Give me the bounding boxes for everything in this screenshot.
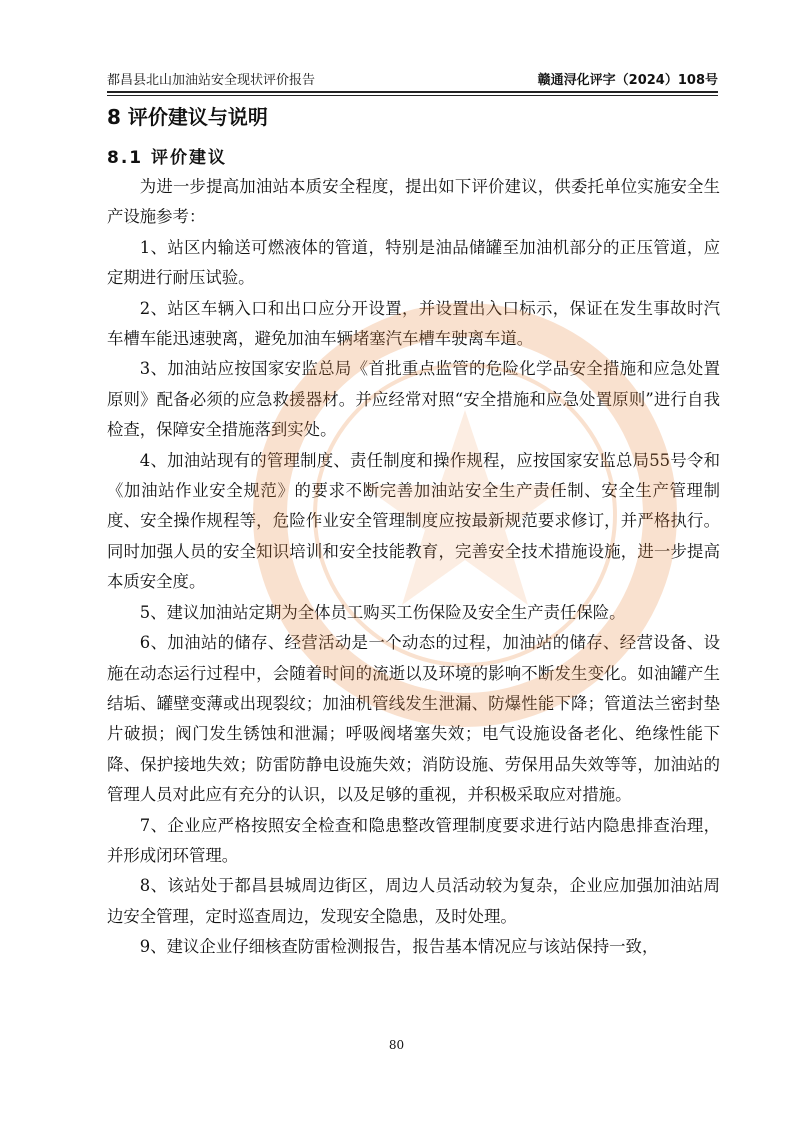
paragraph-item-8: 8、该站处于都昌县城周边街区，周边人员活动较为复杂，企业应加强加油站周边安全管理，定时巡查周边，发现安全隐患，及时处理。	[107, 876, 720, 926]
paragraph-item-9: 9、建议企业仔细核查防雷检测报告，报告基本情况应与该站保持一致，	[139, 937, 659, 957]
page-number: 80	[388, 1038, 405, 1052]
header-report-number: 赣通浔化评字（2024）108号	[537, 73, 718, 88]
header-report-title: 都昌县北山加油站安全现状评价报告	[107, 73, 316, 88]
subsection-title: 8.1 评价建议	[107, 148, 228, 168]
paragraph-item-5: 5、建议加油站定期为全体员工购买工伤保险及安全生产责任保险。	[139, 602, 626, 622]
paragraph-item-4: 4、加油站现有的管理制度、责任制度和操作规程，应按国家安监总局55号令和《加油站作业安全规范》的要求不断完善加油站安全生产责任制、安全生产管理制度、安全操作规程等，危险作业安全管理制度应按最新规范要求修订，并严格执行。同时加强人员的安全知识培训和安全技能教育，完善安全技术措施设施，进一步提高本质安全度。	[107, 450, 720, 592]
paragraph-item-1: 1、站区内输送可燃液体的管道，特别是油品储罐至加油机部分的正压管道，应定期进行耐压试验。	[107, 237, 720, 288]
paragraph-item-7: 7、企业应严格按照安全检查和隐患整改管理制度要求进行站内隐患排查治理，并形成闭环管理。	[107, 815, 720, 865]
paragraph-item-2: 2、站区车辆入口和出口应分开设置，并设置出入口标示，保证在发生事故时汽车槽车能迅速驶离，避免加油车辆堵塞汽车槽车驶离车道。	[107, 298, 720, 349]
paragraph-item-3: 3、加油站应按国家安监总局《首批重点监管的危险化学品安全措施和应急处置原则》配备必须的应急救援器材。并应经常对照“安全措施和应急处置原则”进行自我检查，保障安全措施落到实处。	[107, 359, 720, 440]
paragraph-intro: 为进一步提高加油站本质安全程度，提出如下评价建议，供委托单位实施安全生产设施参考：	[107, 177, 720, 227]
header-divider	[107, 95, 718, 96]
section-title: 8 评价建议与说明	[107, 105, 268, 129]
page-header	[107, 62, 718, 93]
paragraph-item-6: 6、加油站的储存、经营活动是一个动态的过程，加油站的储存、经营设备、设施在动态运行过程中，会随着时间的流逝以及环境的影响不断发生变化。如油罐产生结垢、罐壁变薄或出现裂纹；加油机管线发生泄漏、防爆性能下降；管道法兰密封垫片破损；阀门发生锈蚀和泄漏；呼吸阀堵塞失效；电气设施设备老化、绝缘性能下降、保护接地失效；防雷防静电设施失效；消防设施、劳保用品失效等等，加油站的管理人员对此应有充分的认识，以及足够的重视，并积极采取应对措施。	[107, 633, 720, 805]
page-body	[107, 100, 720, 963]
